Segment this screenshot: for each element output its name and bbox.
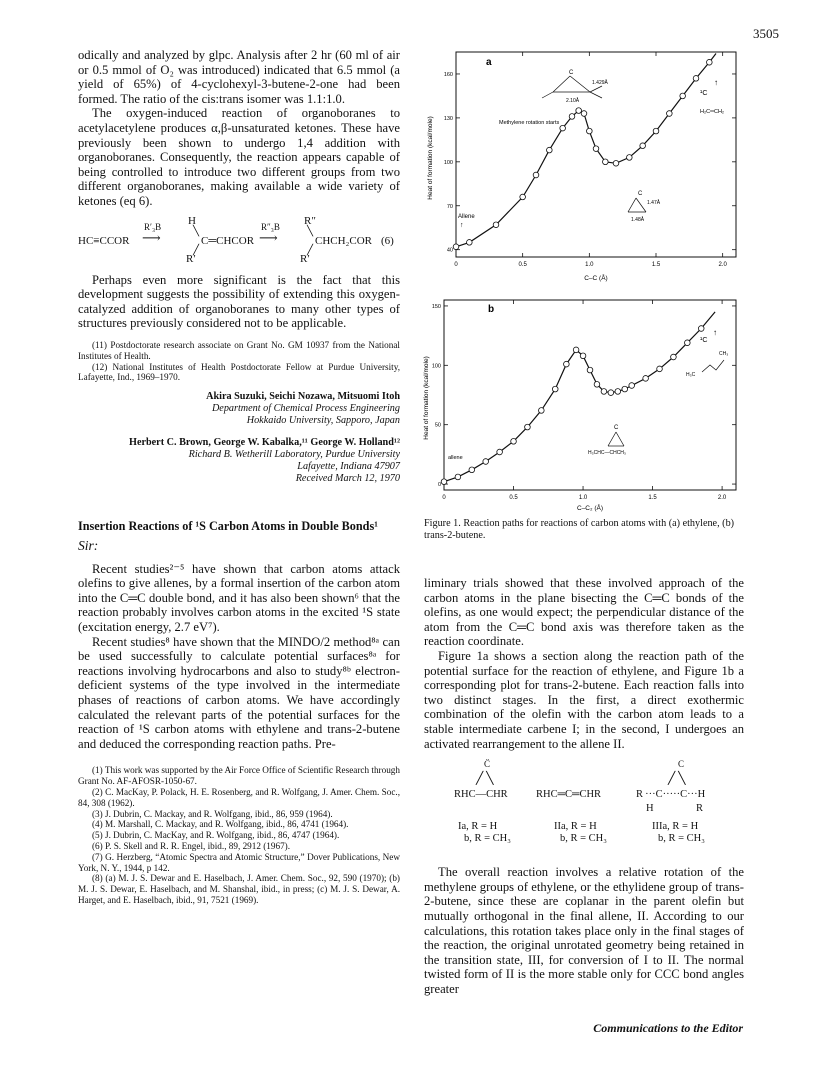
paragraph: Figure 1a shows a section along the reaction path of the potential surface for the reaction of ethylene, and Figure 1b a corresponding plot for trans-2-butene. Each reaction falls into two distinct stages. In the first, a direct exothermic combination of the olefin with the carbon atom leads to a stable intermediate carbene I; in the second, I undergoes an activated rearrangement to the allene II. [424,648,744,751]
footnote: (2) C. MacKay, P. Polack, H. E. Rosenberg, and R. Wolfgang, J. Amer. Chem. Soc., 84, 308 (1962). [78,787,400,808]
y-tick-label: 160 [443,71,453,78]
footnote: (11) Postdoctorate research associate on Grant No. GM 10937 from the National Institutes of Health. [78,339,400,361]
data-point [657,366,663,372]
data-point [629,383,635,389]
ann-ethylene: H₂C═CH₂ [700,109,725,115]
footnote: (3) J. Dubrin, C. Mackay, and R. Wolfgang, ibid., 86, 959 (1964). [92,808,333,819]
y-tick-label: 50 [434,422,441,429]
ann-allene-arrow: ↑ [460,222,464,229]
running-footer: Communications to the Editor [593,1021,743,1035]
data-point [594,382,600,388]
authors: Akira Suzuki, Seichi Nozawa, Mitsuomi Itoh [206,391,400,403]
data-point [552,386,558,392]
data-point [667,111,673,117]
struct-3-label-a: IIIa, R = H [652,821,699,833]
affiliation: Department of Chemical Process Engineering [211,403,400,415]
page-number: 3505 [753,26,779,41]
right-column [424,576,744,996]
struct-1-label-a: Ia, R = H [458,821,498,833]
footnote: (1) This work was supported by the Air Force Office of Scientific Research through Grant No. AF-AFOSR-1050-67. [78,765,400,787]
x-tick-label: 0 [454,262,458,268]
ann-carbon-b: ¹C [700,337,708,344]
data-point [469,467,475,473]
data-point [467,240,473,246]
data-point [441,479,447,485]
carbene-structure-sketch [628,198,646,212]
data-point [493,222,499,228]
footnote: (4) M. Marshall, C. Mackay, and R. Wolfgang, ibid., 86, 4741 (1964). [92,819,349,830]
y-tick-label: 150 [431,303,441,310]
data-point [533,172,539,178]
data-point [560,125,566,131]
x-tick-label: 1.5 [648,495,657,501]
ann-carbon-a: ¹C [700,90,708,97]
paragraph: liminary trials showed that these involved approach of the carbon atoms in the plane bisecting the C═C bonds of the olefins, as one would expect; the perpendicular distance of the atom from the C═C bond axis was therefore taken as the reaction coordinate. [424,576,744,649]
footnote: (6) P. S. Skell and R. R. Engel, ibid., 89, 2912 (1967). [92,840,291,851]
received-date: Received March 12, 1970 [295,473,400,485]
affiliation: Hokkaido University, Sapporo, Japan [246,415,400,427]
ann-bond-147: 1.47Å [647,200,661,206]
data-point [581,111,587,117]
data-point [453,244,459,250]
x-tick-label: 0.5 [518,262,527,268]
footnotes-bottom [78,765,400,905]
reaction-path-line-b [444,312,715,482]
paragraph: The oxygen-induced reaction of organoboranes to acetylacetylene produces α,β-unsaturated ketones. These have previously been shown to undergo 1,4 addition with organoboranes. Consequently, the reaction appears capable of being controlled to introduce two different groups from two different organoboranes, making available a wide variety of ketones (eq 6). [78,106,400,208]
data-point [671,354,677,360]
ann-h3c: H₃C [686,372,696,378]
data-point [520,194,526,200]
ann-bond-148: 1.48Å [631,217,645,223]
structures-figure: C̈ ╱ ╲ RHC—CHR RHC═C═CHR C ╱ ╲ R ···C·····C···H H R Ia, R = H b, R = CH₃ IIa, R = H b, R = CH₃ IIIa, R = H b, R = CH₃ [454,759,706,845]
panel-a-ylabel: Heat of formation (kcal/mole) [427,116,434,200]
y-tick-label: 100 [431,363,441,370]
panel-a-curve [453,54,716,250]
paragraph: Recent studies²⁻⁵ have shown that carbon atoms attack olefins to give allenes, by a formal insertion of the carbon atom into the C═C double bond, and it has also been shown⁶ that the reaction probably involves carbon atoms in the excited ¹S state (excitation energy, 2.7 eV⁷). [78,561,400,635]
data-point [680,93,686,99]
data-point [580,353,586,359]
struct-3-h: H [646,803,654,815]
data-point [643,376,649,382]
data-point [455,474,461,480]
article-title: Insertion Reactions of ¹S Carbon Atoms in Double Bonds¹ [78,519,378,534]
affiliation: Lafayette, Indiana 47907 [297,461,400,473]
x-tick-label: 1.5 [651,262,661,268]
affiliation: Richard B. Wetherill Laboratory, Purdue University [188,449,400,461]
y-tick-label: 40 [446,247,453,254]
eq-intermediate: C═CHCOR [201,234,255,247]
eq-arrow-1: ⟶ [142,229,161,245]
ann-allene-b: allene [448,455,463,461]
data-point [707,59,713,65]
eq-arrow-2: ⟶ [259,229,278,245]
x-tick-label: 0 [442,495,446,501]
paragraph: The overall reaction involves a relative rotation of the methylene groups of ethylene, or the ethylidene group of trans-2-butene, since these are coplanar in the parent olefin but mutually orthogonal in the final allene, II. According to our calculations, this rotation takes place only in the final stages of the reaction, the original unrotated geometry being retained in the transition state, III, for conversion of I to II. The normal twisted form of II is the more stable only for CCC bond angles greater [424,865,744,996]
struct-3: R ···C·····C···H [636,789,706,801]
figure-1-plots [418,40,748,540]
data-point [573,347,579,353]
struct-3-carbon: C [678,759,685,770]
data-point [576,108,582,114]
paragraph: Perhaps even more significant is the fact that this development suggests the possibility of extending this oxygen-catalyzed addition of organoboranes to many other types of structures previously considered not to be applicable. [78,272,400,331]
data-point [587,367,593,373]
ann-arrow-b: ↑ [713,328,717,337]
y-tick-label: 70 [446,203,453,210]
data-point [601,389,607,395]
data-point [587,128,593,134]
eq-number: (6) [381,234,394,247]
panel-b-axes [432,300,736,501]
svg-text:C: C [638,191,643,197]
footnote: (5) J. Dubrin, C. MacKay, and R. Wolfgang, ibid., 86, 4747 (1964). [92,830,340,841]
x-tick-label: 1.0 [578,495,588,501]
data-point [603,159,609,165]
data-point [497,449,503,455]
struct-1: RHC—CHR [454,789,508,801]
ann-bond-1429: 1.429Å [592,80,608,86]
ann-ch3: CH₃ [719,351,729,357]
x-tick-label: 1.0 [585,262,594,268]
eq-h: H [188,214,196,227]
footnote: (8) (a) M. J. S. Dewar and E. Haselbach, J. Amer. Chem. Soc., 92, 590 (1970); (b) M. J. S. Dewar, E. Haselbach, and M. Shanshal, ibid., in press; (c) M. J. S. Dewar, A. Harget, and E. Haselbach, ibid., 91, 7521 (1969). [78,873,400,905]
reaction-path-line-a [456,54,716,247]
panel-b-ylabel: Heat of formation (kcal/mole) [423,356,430,440]
data-point [622,386,628,392]
eq-product: CHCH₂COR [315,234,373,247]
panel-b-label: b [488,304,495,315]
y-tick-label: 100 [443,159,453,166]
struct-3-label-b: b, R = CH₃ [658,833,705,845]
ann-bond-210: 2.10Å [566,98,580,104]
x-tick-label: 2.0 [717,495,727,501]
eq-reagent-1: R′₃B [144,221,162,232]
struct-2-label-b: b, R = CH₃ [560,833,607,845]
authors: Herbert C. Brown, George W. Kabalka,¹¹ George W. Holland¹² [129,437,400,449]
paragraph: odically and analyzed by glpc. Analysis after 2 hr (60 ml of air or 0.5 mmol of O₂ was introduced) indicated that 6.5 mmol (a yield of 65%) of 4-cyclohexyl-3-butene-2-one had been formed. The ratio of the cis:trans isomer was 1.1:1.0. [78,48,400,106]
data-point [685,340,691,346]
ann-arrow-a: ↑ [714,78,718,87]
y-tick-label: 130 [443,115,453,122]
footnote: (7) G. Herzberg, “Atomic Spectra and Atomic Structure,” Dover Publications, New York, N. Y., 1944, p 142. [78,851,400,873]
data-point [693,76,699,82]
struct-2-label-a: IIa, R = H [554,821,597,833]
ann-methylene: Methylene rotation starts [499,120,560,126]
figure-caption: Figure 1. Reaction paths for reactions of carbon atoms with (a) ethylene, (b) trans-2-butene. [424,518,735,541]
panel-a-xlabel: C–C (Å) [584,275,608,282]
data-point [564,361,570,367]
data-point [608,390,614,396]
struct-3-r: R [696,803,704,815]
left-column [78,48,400,906]
svg-text:C: C [614,425,619,431]
equation-6: HC≡CCOR R′₃B ⟶ H ╲ C═CHCOR ╱ R′ R″₃B ⟶ R″ ╲ CHCH₂COR ╱ R′ (6) [78,214,394,265]
data-point [511,439,517,445]
butene-carbene-sketch [608,432,624,446]
struct-2: RHC═C═CHR [536,789,602,801]
article-heading [78,519,400,554]
svg-text:C: C [569,70,574,76]
y-tick-label: 0 [437,482,441,489]
signature-block [78,391,400,485]
figure-1 [418,40,748,540]
eq-r2: R″ [304,214,316,227]
struct-1-carbon: C̈ [484,759,491,770]
eq-r3: R′ [300,252,310,265]
data-point [653,128,659,134]
data-point [569,114,575,120]
eq-r1: R′ [186,252,196,265]
butene-structure-sketch [702,360,724,372]
data-point [539,408,545,414]
ann-allene-a: Allene [458,214,475,220]
panel-b-xlabel: C–C₂ (Å) [577,505,603,512]
data-point [613,160,619,166]
footnotes-top [78,340,400,383]
footnote: (12) National Institutes of Health Postdoctorate Fellow at Purdue University, Lafayette, Ind., 1969–1970. [78,361,400,383]
data-point [483,459,489,465]
eq-reagent-2: R″₃B [261,221,280,232]
paragraph: Recent studies⁸ have shown that the MINDO/2 method⁸ᵃ can be used successfully to calculate potential surfaces⁸ᵃ for reactions involving hydrocarbons and also to study⁸ᵇ electron-deficient systems of the type involved in the intermediate phases of reactions of carbon atoms. We have accordingly calculated the relevant parts of the potential surfaces for the reaction of ¹S carbon atoms with ethylene and trans-2-butene and deduced the corresponding reaction paths. Pre- [78,634,400,751]
data-point [593,146,599,152]
data-point [525,424,531,430]
data-point [698,326,704,332]
struct-1-label-b: b, R = CH₃ [464,833,511,845]
data-point [547,147,553,153]
data-point [640,143,646,149]
panel-a-label: a [486,57,492,68]
data-point [615,389,621,395]
eq-reactant: HC≡CCOR [78,234,130,247]
panel-b-curve [441,312,715,485]
x-tick-label: 2.0 [718,262,727,268]
ann-butene-intermediate: H₃CHC—CHCH₃ [588,450,626,456]
data-point [627,155,633,161]
salutation: Sir: [78,538,99,554]
x-tick-label: 0.5 [509,495,518,501]
